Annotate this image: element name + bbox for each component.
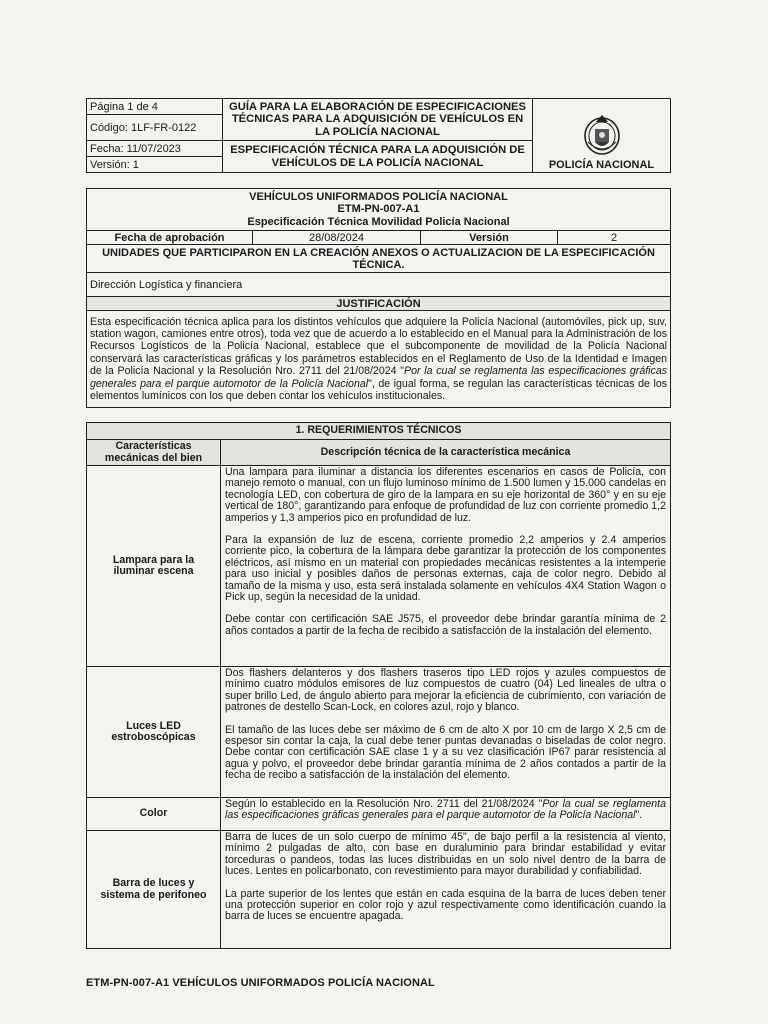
row-description: [221, 667, 671, 798]
participating-unit: Dirección Logística y financiera: [87, 273, 671, 297]
guide-title: GUÍA PARA LA ELABORACIÓN DE ESPECIFICACIONES TÉCNICAS PARA LA ADQUISICIÓN DE VEHÍCULOS EN LA POLICÍA NACIONAL: [223, 99, 533, 141]
version-label: Versión: [421, 231, 558, 245]
row-label: Color: [87, 798, 221, 831]
column-header-description: Descripción técnica de la característica mecánica: [221, 440, 671, 466]
page-footer: ETM-PN-007-A1 VEHÍCULOS UNIFORMADOS POLICÍA NACIONAL: [86, 977, 435, 989]
justification-part-2: ", de igual forma, se regulan las características técnicas de los elementos lumínicos con los que deben contar los vehículos institucionales.: [90, 377, 668, 403]
description-paragraph: Para la expansión de luz de escena, corriente promedio 2,2 amperios y 2.4 amperios corriente pico, la cobertura de la lámpara debe garantizar la protección de los componentes eléctricos, así mismo en un material con propiedades mecánicas resistentes a la intemperie para uso inicial y posibles daños de personas externas, caja de color negro. Debido al tamaño de la misma y uso, esta será instalada solamente en vehículos 4X4 Station Wagon o Pick up, según la necesidad de la unidad.: [225, 534, 667, 604]
document-header-table: [86, 98, 671, 173]
justification-heading: JUSTIFICACIÓN: [87, 297, 671, 311]
row-description: [221, 798, 671, 831]
description-paragraph: Barra de luces de un solo cuerpo de mínimo 45", de bajo perfil a la resistencia al viento, mínimo 2 pulgadas de alto, con base en duraluminio para brindar estabilidad y evitar torceduras o pandeos, todas las luces distribuidas en un solo nivel dentro de la barra de luces. Lentes en policarbonato, con revestimiento para mayor durabilidad y confiabilidad.: [225, 831, 667, 878]
logo-cell: [533, 99, 671, 173]
spec-title: ESPECIFICACIÓN TÉCNICA PARA LA ADQUISICIÓN DE VEHÍCULOS DE LA POLICÍA NACIONAL: [223, 141, 533, 173]
column-header-characteristics: Características mecánicas del bien: [87, 440, 221, 466]
spec-vehicle-title: VEHÍCULOS UNIFORMADOS POLICÍA NACIONAL: [249, 190, 508, 203]
spec-code: ETM-PN-007-A1: [337, 203, 420, 216]
page-number: Página 1 de 4: [87, 99, 223, 115]
policia-nacional-emblem-icon: [582, 112, 622, 156]
justification-text: [87, 311, 671, 408]
requirements-section-title: 1. REQUERIMIENTOS TÉCNICOS: [87, 423, 671, 440]
row-description: [221, 831, 671, 949]
description-paragraph: Debe contar con certificación SAE J575, el proveedor debe brindar garantía mínima de 2 años contados a partir de la fecha de recibido a satisfacción de la instalación del elemento.: [225, 613, 667, 637]
organization-name: POLICÍA NACIONAL: [548, 159, 655, 171]
table-row: [87, 667, 671, 798]
color-resolution-title: Por la cual se reglamenta las especificaciones gráficas generales para el parque automotor de la Policía Nacional: [225, 798, 667, 822]
version-value: 2: [558, 231, 671, 245]
spec-info-table: [86, 188, 671, 408]
color-text-part-2: ".: [635, 809, 643, 822]
description-paragraph: Dos flashers delanteros y dos flashers traseros tipo LED rojos y azules compuestos de mínimo cuatro módulos emisores de luz compuestos de cuatro (04) Led lineales de ultra o super brillo Led, de ángulo abierto para mejorar la eficiencia de cubrimiento, con variación de patrones de destello Scan-Lock, en colores azul, rojo y blanco.: [225, 667, 667, 714]
table-row: [87, 798, 671, 831]
table-row: [87, 466, 671, 667]
color-text-part-1: Según lo establecido en la Resolución Nro. 2711 del 21/08/2024 ": [225, 798, 543, 810]
approval-date: 28/08/2024: [253, 231, 421, 245]
row-label: Luces LED estroboscópicas: [87, 667, 221, 798]
row-label: Lampara para la iluminar escena: [87, 466, 221, 667]
approval-label: Fecha de aprobación: [87, 231, 253, 245]
description-paragraph: La parte superior de los lentes que están en cada esquina de la barra de luces deben tener una protección superior en color rojo y azul respectivamente como identificación cuando la barra de luces se encuentre apagada.: [225, 887, 667, 923]
document-code: Código: 1LF-FR-0122: [87, 115, 223, 141]
justification-part-1: Esta especificación técnica aplica para los distintos vehículos que adquiere la Policía Nacional (automóviles, pick up, suv, station wagon, camiones entre otros), toda vez que de acuerdo a lo establecido en el Manual para la Administración de los Recursos Logísticos de la Policía Nacional, establece que el subcomponente de movilidad de la Policía Nacional conservará las características gráficas y los parámetros establecidos en el Reglamento de Uso de la Identidad e Imagen de la Policía Nacional y la Resolución Nro. 2711 del 21/08/2024 ": [90, 315, 668, 378]
table-row: [87, 831, 671, 949]
row-label: Barra de luces y sistema de perifoneo: [87, 831, 221, 949]
description-paragraph: El tamaño de las luces debe ser máximo de 6 cm de alto X por 10 cm de largo X 2,5 cm de espesor sin contar la caja, la cual debe tener puntas devanadas o biseladas de color negro. Debe contar con certificación SAE clase 1 y a su vez clasificación IP67 parar resistencia al agua y polvo, el proveedor debe brindar garantía mínima de 2 años contados a partir de la fecha de recibo a satisfacción de la instalación del elemento.: [225, 723, 667, 782]
justification-resolution-title: Por la cual se reglamenta las especificaciones gráficas generales para el parque automotor de la Policía Nacional: [90, 365, 668, 390]
row-description: [221, 466, 671, 667]
spec-subtitle: Especificación Técnica Movilidad Policía Nacional: [247, 215, 510, 228]
document-version: Versión: 1: [87, 157, 223, 173]
spec-title-block: [87, 189, 671, 231]
units-heading: UNIDADES QUE PARTICIPARON EN LA CREACIÓN ANEXOS O ACTUALIZACION DE LA ESPECIFICACIÓN TÉCNICA.: [87, 245, 671, 273]
technical-requirements-table: [86, 422, 671, 949]
document-date: Fecha: 11/07/2023: [87, 141, 223, 157]
description-paragraph: Una lampara para iluminar a distancia los diferentes escenarios en casos de Policía, con manejo remoto o manual, con un flujo luminoso mínimo de 1.500 lumen y 15.000 candelas en tecnología LED, con cobertura de giro de la lampara en su eje horizontal de 360° y en su eje vertical de 180°, garantizando para enfoque de profundidad de luz con corriente promedio 1,2 amperios y 1,3 amperios pico en profundidad de luz.: [225, 466, 667, 524]
